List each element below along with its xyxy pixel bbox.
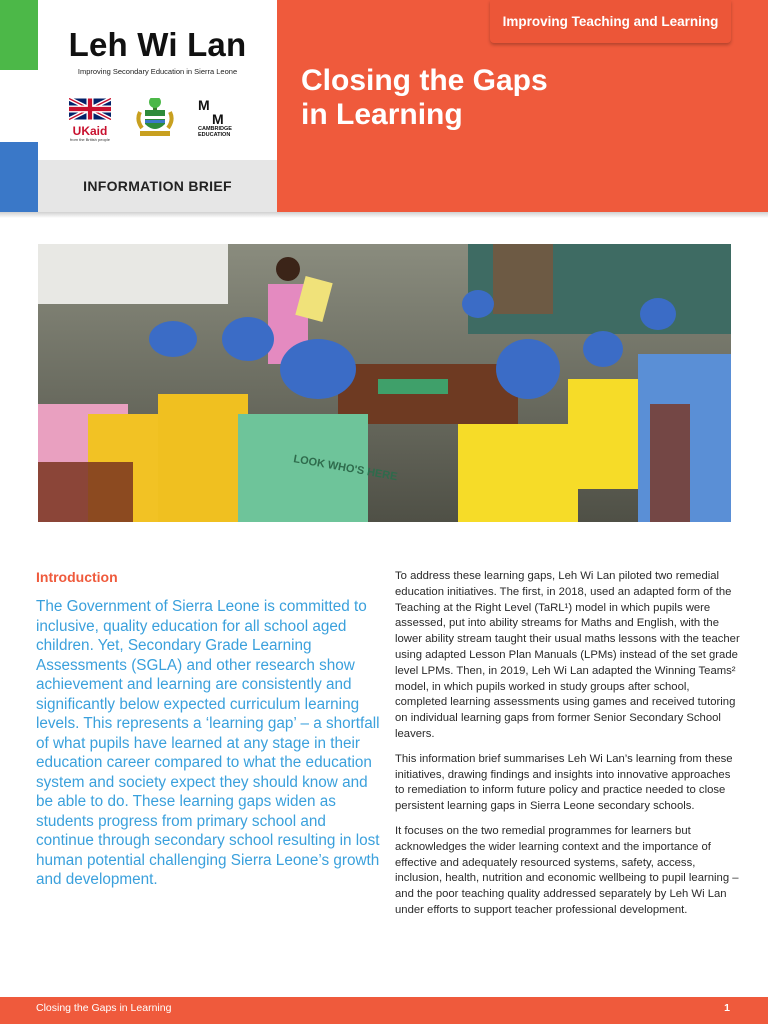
ukaid-logo [69,98,111,142]
brand-subtitle: Improving Secondary Education in Sierra Leone [77,67,238,76]
classroom-photo [38,244,731,522]
page-title-line-1: Closing the Gaps [301,64,548,97]
body-paragraph-3: It focuses on the two remedial programmes for learners but acknowledges the wider learning context and the importance of effective and adequately resourced systems, safety, access, inclusion, health, nutrition and economic wellbeing to pupil learning – and the poor teaching quality addressed separately by Leh Wi Lan under efforts to support teacher professional development. [395,824,739,916]
doc-type-band [38,160,277,212]
intro-heading: Introduction [36,569,118,585]
body-paragraph-2: This information brief summarises Leh Wi Lan’s learning from these initiatives, drawing findings and insights into innovative approaches to remediation to inform future policy and practice needed to close persistent learning gaps in Sierra Leone secondary schools. [395,752,733,813]
page-title [301,64,741,132]
header-green-bar [0,0,38,70]
category-label: Improving Teaching and Learning [502,14,719,29]
shirt-text: LOOK WHO'S HERE [292,453,399,484]
body-column [395,569,740,928]
ukaid-tagline: from the British people [69,137,111,142]
page-footer [0,997,768,1024]
mm-mark-top: M [198,97,210,113]
cambridge-education-logo [198,98,246,138]
header-blue-bar [0,142,38,212]
intro-lead-paragraph: The Government of Sierra Leone is committed to inclusive, quality education for all school aged children. Yet, Secondary Grade Learning Assessments (SGLA) and other research show achievement and learning are consistently and significantly below expected curriculum learning levels. This represents a ‘learning gap’ – a shortfall of what pupils have learned at any stage in their education career compared to what the education system and society expect they should know and be able to do. These learning gaps widen as students progress from primary school and continue through secondary school resulting in lost human potential challenging Sierra Leone’s growth and development. [36,598,380,888]
classroom-scene-image [38,244,731,522]
mm-mark-bottom: M [212,111,224,127]
brand-title: Leh Wi Lan [68,26,247,63]
page-title-line-2: in Learning [301,98,463,131]
coat-of-arms-icon [134,98,176,138]
body-paragraph-1: To address these learning gaps, Leh Wi Lan piloted two remedial education initiatives. The first, in 2018, used an adapted form of the Teaching at the Right Level (TaRL¹) model in which pupils were assessed, put into ability streams for Maths and English, with the lower ability stream taught their usual maths lessons with the teacher using adapted Lesson Plan Manuals (LPMs) instead of the set grade level LPMs. Then, in 2019, Leh Wi Lan adapted the Winning Teams² model, in which pupils worked in study groups after school, completed learning assessments using games and received tutoring on individual learning gaps from former Senior Secondary School leavers. [395,570,740,740]
education-text: EDUCATION [198,132,231,138]
category-ribbon [490,0,731,43]
doc-type-label: INFORMATION BRIEF [83,178,232,194]
union-flag-icon [69,98,111,120]
ukaid-wordmark: UKaid [72,124,108,138]
page-number: 1 [724,1002,730,1014]
sierra-leone-crest-logo [134,98,176,143]
cambridge-text: CAMBRIDGE [198,126,232,132]
footer-title: Closing the Gaps in Learning [36,1002,172,1014]
header-shadow [0,212,768,218]
